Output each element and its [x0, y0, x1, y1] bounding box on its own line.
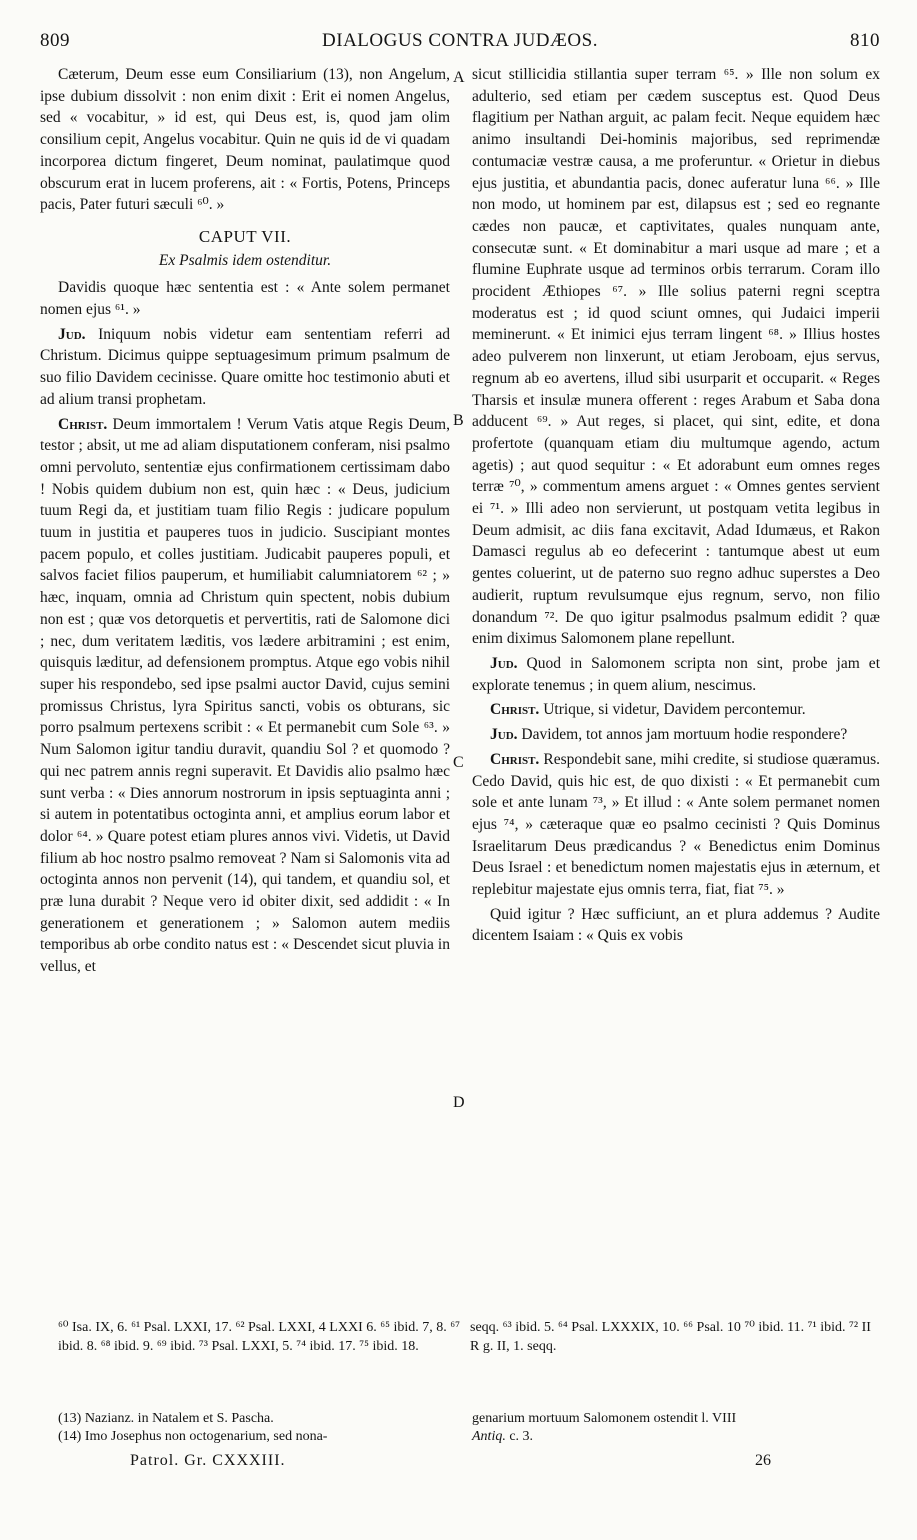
- page-number-right: 810: [850, 30, 880, 51]
- footnote-text: c. 3.: [505, 1429, 534, 1444]
- margin-letter: A: [453, 69, 465, 86]
- speech-text: Davidem, tot annos jam mortuum hodie responderе?: [517, 726, 848, 744]
- signature-number: 26: [755, 1452, 771, 1469]
- page-number-left: 809: [40, 30, 70, 51]
- scripture-notes: [58, 1318, 880, 1356]
- footnotes-right: [472, 1410, 880, 1446]
- speech-text: Utrique, si videtur, Davidem percontemur.: [539, 701, 806, 719]
- paragraph: sicut stillicidia stillantia super terram ⁶⁵. » Ille non solum ex adulterio, sed etiam per cædem susceptus est. Quod Deus flagitium per Nathan arguit, ac palam fecit. Neque equidem hæc animo insultandi Dei-hominis majoribus, sed reprimendæ contumaciæ vestræ causa, a me proferuntur. « Orietur in diebus ejus justitia, et abundantia pacis, donec auferatur luna ⁶⁶. » Ille non modo, ut hominem par est, dilapsus est ; sed eo regnante cædes non paucæ, et captivitates, quales nunquam ante, consecutæ sunt. « Et dominabitur a mari usque ad mare ; et a flumine Euphrate usque ad terminos orbis terrarum. Coram illo procident Æthiopes ⁶⁷. » Ille solius paterni regni sceptra moderatus est ; id quod sciunt omnes, qui Judaici imperii meminerunt. « Et inimici ejus terram lingent ⁶⁸. » Illius hostes adeo pulverem non linxerunt, ut etiam Jeroboam, ejus servus, regnum ab eo avertens, illud sibi usurparit et occuparit. « Reges Tharsis et insulæ munera offerent : reges Arabum et Saba dona adducent ⁶⁹. » Aut reges, si placet, qui sint, edite, et dona profertote (quanquam etiam diu multumque agendo, actum agetis) ; aut quod sequitur : « Et adorabunt eum omnes reges terræ ⁷⁰, » commentum amens arguet : « Omnes gentes servient ei ⁷¹. » Illi adeo non servierunt, ut postquam vetita legibus in Deum admisit, ac diis fana excitavit, Adad Idumæus, et Rakon Damasci regulus ab eo defecerint : tantumque abest ut eum gentes coluerint, ut de paterno suo regno adhuc superstes a Deo audierit, ruptum revulsumque ejus regnum, servo, non filio donandum ⁷². De quo igitur psalmodus psalmum edidit ? quæ enim diximus Salomonem plane repellunt.: [472, 66, 880, 648]
- paragraph: [472, 724, 880, 746]
- chapter-subtitle: Ex Psalmis idem ostenditur.: [158, 251, 332, 269]
- right-column: [472, 64, 880, 950]
- paragraph: [472, 749, 880, 901]
- paragraph: [472, 699, 880, 721]
- margin-letter: B: [453, 412, 464, 429]
- margin-letter: D: [453, 1094, 465, 1111]
- footnote: [472, 1428, 880, 1446]
- scripture-notes-left: ⁶⁰ Isa. IX, 6. ⁶¹ Psal. LXXI, 17. ⁶² Psal. LXXI, 4 LXXI 6. ⁶⁵ ibid. 7, 8. ⁶⁷ ibid. 8. ⁶⁸ ibid. 9. ⁶⁹ ibid. ⁷³ Psal. LXXI, 5. ⁷⁴ ibid. 17. ⁷⁵ ibid. 18.: [58, 1320, 461, 1354]
- speech-text: Deum immortalem ! Verum Vatis atque Regis Deum, testor ; absit, ut me ad aliam disputationem conferam, nisi psalmo omni pervoluto, sententiæ ejus confirmationem certissimam dabo ! Nobis quidem dubium non est, quin hæc : « Deus, judicium tuum Regi da, et justitiam tuam filio Regis : judicare populum tuum in justitia et pauperes tuos in judicio. Suscipiant montes pacem populo, et colles justitiam. Judicabit pauperes populi, et salvos faciet filios pauperum, et humiliabit calumniatorem ⁶² ; » hæc, inquam, omnia ad Christum quin spectent, nobis dubium non est ; quæ vos detorquetis et pervertitis, rati de Salomone dici ; nec, dum veritatem læditis, vos lædere arbitramini ; est enim, quisquis læditur, ad defensionem promptus. Atque ego vobis nihil super his respondebo, sed ipse psalmi auctor David, cujus semini promissus Christus, lyra Spiritus sancti, vobis os obturans, sic porro psalmum pertexens scribit : « Et permanebit cum Sole ⁶³. » Num Salomon igitur tandiu duravit, quandiu Sol ? et quomodo ? qui nec patrem annis regni superavit. Et Davidis alio psalmo hæc sunt verba : « Dies annorum nostrorum in ipsis septuaginta anni ; si autem in potentatibus octoginta anni, et amplius eorum labor et dolor ⁶⁴. » Quare potest etiam plures annos vivi. Videtis, ut David filium ab hoc nostro psalmo removeat ? Nam si Salomonis vita ad octoginta annos non pervenit (14), qui tandem, et quandiu sol, et præ luna durabit ? Neque vero id obiter dixit, sed addidit : « In generationem et generationem ; » Salomon autem mediis temporibus ab orbe condito natus est : « Descendet sicut pluvia in vellus, et: [40, 415, 450, 976]
- paragraph: Davidis quoque hæc sententia est : « Ante solem permanet nomen ejus ⁶¹. »: [40, 279, 450, 319]
- speaker-label: Christ.: [58, 415, 108, 433]
- margin-letters: [451, 64, 471, 1164]
- margin-letter: C: [453, 754, 464, 771]
- speaker-label: Jud.: [58, 325, 86, 343]
- speaker-label: Christ.: [490, 750, 540, 768]
- paragraph: [472, 653, 880, 696]
- speaker-label: Jud.: [490, 726, 518, 744]
- page-footer: [0, 1452, 917, 1476]
- left-column: [40, 64, 450, 981]
- speech-text: Quod in Salomonem scripta non sint, probe jam et explorate tenemus ; in quem alium, nescimus.: [472, 654, 880, 694]
- footnote-italic: Antiq.: [472, 1429, 506, 1444]
- chapter-title: CAPUT VII.: [198, 226, 292, 246]
- paragraph: [40, 324, 450, 411]
- speech-text: Iniquum nobis videtur eam sententiam referri ad Christum. Dicimus quippe septuagesimum primum psalmum de suo filio Davidem cecinisse. Quare omitte hoc testimonio abuti et ad alium transi prophetam.: [40, 325, 450, 408]
- speech-text: Respondebit sane, mihi credite, si studiose quæramus. Cedo David, quis hic est, de quo dixisti : « Et permanebit cum sole et ante lunam ⁷³, » Et illud : « Ante solem permanet nomen ejus ⁷⁴, » cæteraque quæ eo psalmo cecinisti ? Quis Dominus Israelitarum Deus prædicandus ? « Benedictus enim Dominus Deus Israel : et benedictum nomen majestatis ejus in æternum, et replebitur majestate ejus omnis terra, fiat, fiat ⁷⁵. »: [472, 750, 880, 899]
- footnote: (13) Nazianz. in Natalem et S. Pascha.: [58, 1411, 274, 1426]
- paragraph: [40, 414, 450, 978]
- speaker-label: Christ.: [490, 701, 540, 719]
- footnotes-left: [58, 1410, 463, 1446]
- page-header: [40, 30, 880, 56]
- running-title: DIALOGUS CONTRA JUDÆOS.: [322, 30, 598, 51]
- footnote: (14) Imo Josephus non octogenarium, sed nona-: [58, 1429, 328, 1444]
- footnote: genarium mortuum Salomonem ostendit l. VIII: [472, 1411, 737, 1426]
- paragraph: Quid igitur ? Hæc sufficiunt, an et plura addemus ? Audite dicentem Isaiam : « Quis ex vobis: [472, 905, 880, 945]
- series-signature: Patrol. Gr. CXXXIII.: [130, 1452, 286, 1469]
- scripture-notes-right: seqq. ⁶³ ibid. 5. ⁶⁴ Psal. LXXXIX, 10. ⁶⁶ Psal. 10 ⁷⁰ ibid. 11. ⁷¹ ibid. ⁷² II R g. II, 1. seqq.: [470, 1320, 871, 1354]
- speaker-label: Jud.: [490, 654, 518, 672]
- paragraph: Cæterum, Deum esse eum Consiliarium (13), non Angelum, ipse dubium dissolvit : non enim dixit : Erit ei nomen Angelus, sed « vocabitur, » id est, qui Deus est, is, quod jam olim consilium cepit, Angelus vocabitur. Quin ne quis id de vi quadam incorporea dictum fingeret, Deum nominat, paulatimque quod obscurum erat in lucem proferens, ait : « Fortis, Potens, Princeps pacis, Pater futuri sæculi ⁶⁰. »: [40, 66, 450, 214]
